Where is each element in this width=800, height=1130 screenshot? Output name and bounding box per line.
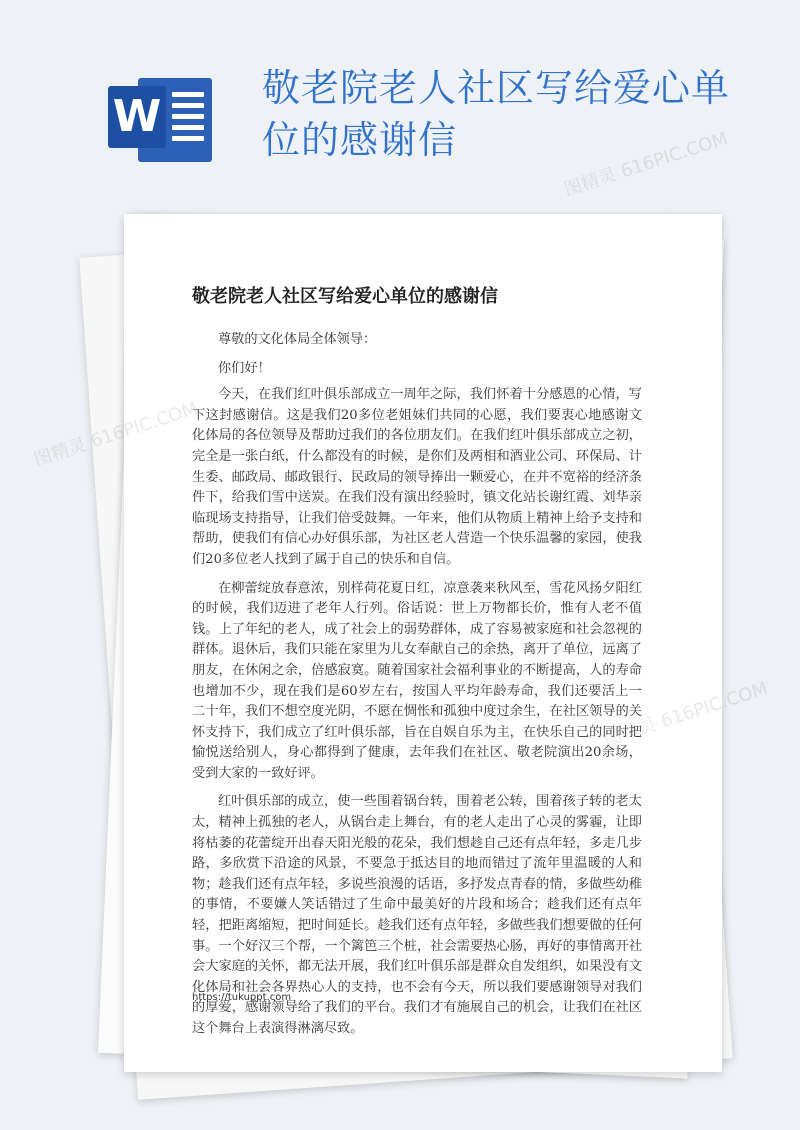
word-icon-letter: W [108,86,166,148]
source-url[interactable]: https://tukuppt.com [192,992,292,1003]
greeting: 你们好！ [218,360,271,376]
body-paragraph: 在柳蕾绽放春意浓，别样荷花夏日红，凉意袭来秋风至，雪花风扬夕阳红的时候，我们迈进了老年人行列。俗话说：世上万物都长价，惟有人老不值钱。上了年纪的老人，成了社会上的弱势群体，成了容易被家庭和社会忽视的群体。退休后，我们只能在家里为儿女奉献自己的余热，离开了单位，远离了朋友，在休闲之余，倍感寂寞。随着国家社会福利事业的不断提高，人的寿命也增加不少，现在我们是60岁左右，按国人平均年龄寿命，我们还要活上一二十年，我们不想空度光阴，不愿在惆怅和孤独中度过余生，在社区领导的关怀支持下，我们成立了红叶俱乐部，旨在自娱自乐为主，在快乐自己的同时把愉悦送给别人，身心都得到了健康，去年我们在社区、敬老院演出20余场，受到大家的一致好评。 [192,580,642,781]
document-title: 敬老院老人社区写给爱心单位的感谢信 [192,286,498,307]
watermark: 图精灵 616PIC.COM [561,128,731,201]
salutation: 尊敬的文化体局全体领导： [218,332,377,347]
watermark: 图精灵 [31,434,90,471]
word-document-icon [108,72,216,164]
page-header [0,0,800,200]
hero-title: 敬老院老人社区写给爱心单位的感谢信 [262,66,731,162]
document-page [124,214,722,1072]
body-paragraph: 红叶俱乐部的成立，使一些围着锅台转，围着老公转，围着孩子转的老太太，精神上孤独的老人，从锅台走上舞台，有的老人走出了心灵的雾霾，让即将枯萎的花蕾绽开出春天阳光般的花朵，我们想趁自己还有点年轻，多走几步路，多欣赏下沿途的风景，不要急于抵达目的地而错过了流年里温暖的人和物；趁我们还有点年轻，多说些浪漫的话语，多抒发点青春的情，多做些幼稚的事情，不要嫌人笑话错过了生命中最美好的片段和场合；趁我们还有点年轻，把距离缩短，把时间延长。趁我们还有点年轻，多做些我们想要做的任何事。一个好汉三个帮，一个篱笆三个桩，社会需要热心肠，再好的事情离开社会大家庭的关怀，都无法开展，我们红叶俱乐部是群众自发组织，如果没有文化体局和社会各界热心人的支持，也不会有今天，所以我们要感谢领导对我们的厚爱，感谢领导给了我们的平台。我们才有施展自己的机会，让我们在社区这个舞台上表演得淋漓尽致。 [192,794,642,1036]
body-paragraph: 今天，在我们红叶俱乐部成立一周年之际，我们怀着十分感恩的心情，写下这封感谢信。这是我们20多位老姐妹们共同的心愿，我们要衷心地感谢文化体局的各位领导及帮助过我们的各位朋友们。在我们红叶俱乐部成立之初，完全是一张白纸，什么都没有的时候，是你们及两相和酒业公司、环保局、计生委、邮政局、邮政银行、民政局的领导捧出一颗爱心，在并不宽裕的经济条件下，给我们雪中送炭。在我们没有演出经验时，镇文化站长谢红霞、刘华亲临现场支持指导，让我们倍受鼓舞。一年来，他们从物质上精神上给予支持和帮助，使我们有信心办好俱乐部，为社区老人营造一个快乐温馨的家园，使我们20多位老人找到了属于自己的快乐和自信。 [192,387,642,567]
document-body [192,330,642,1048]
word-icon-lines [172,92,204,147]
